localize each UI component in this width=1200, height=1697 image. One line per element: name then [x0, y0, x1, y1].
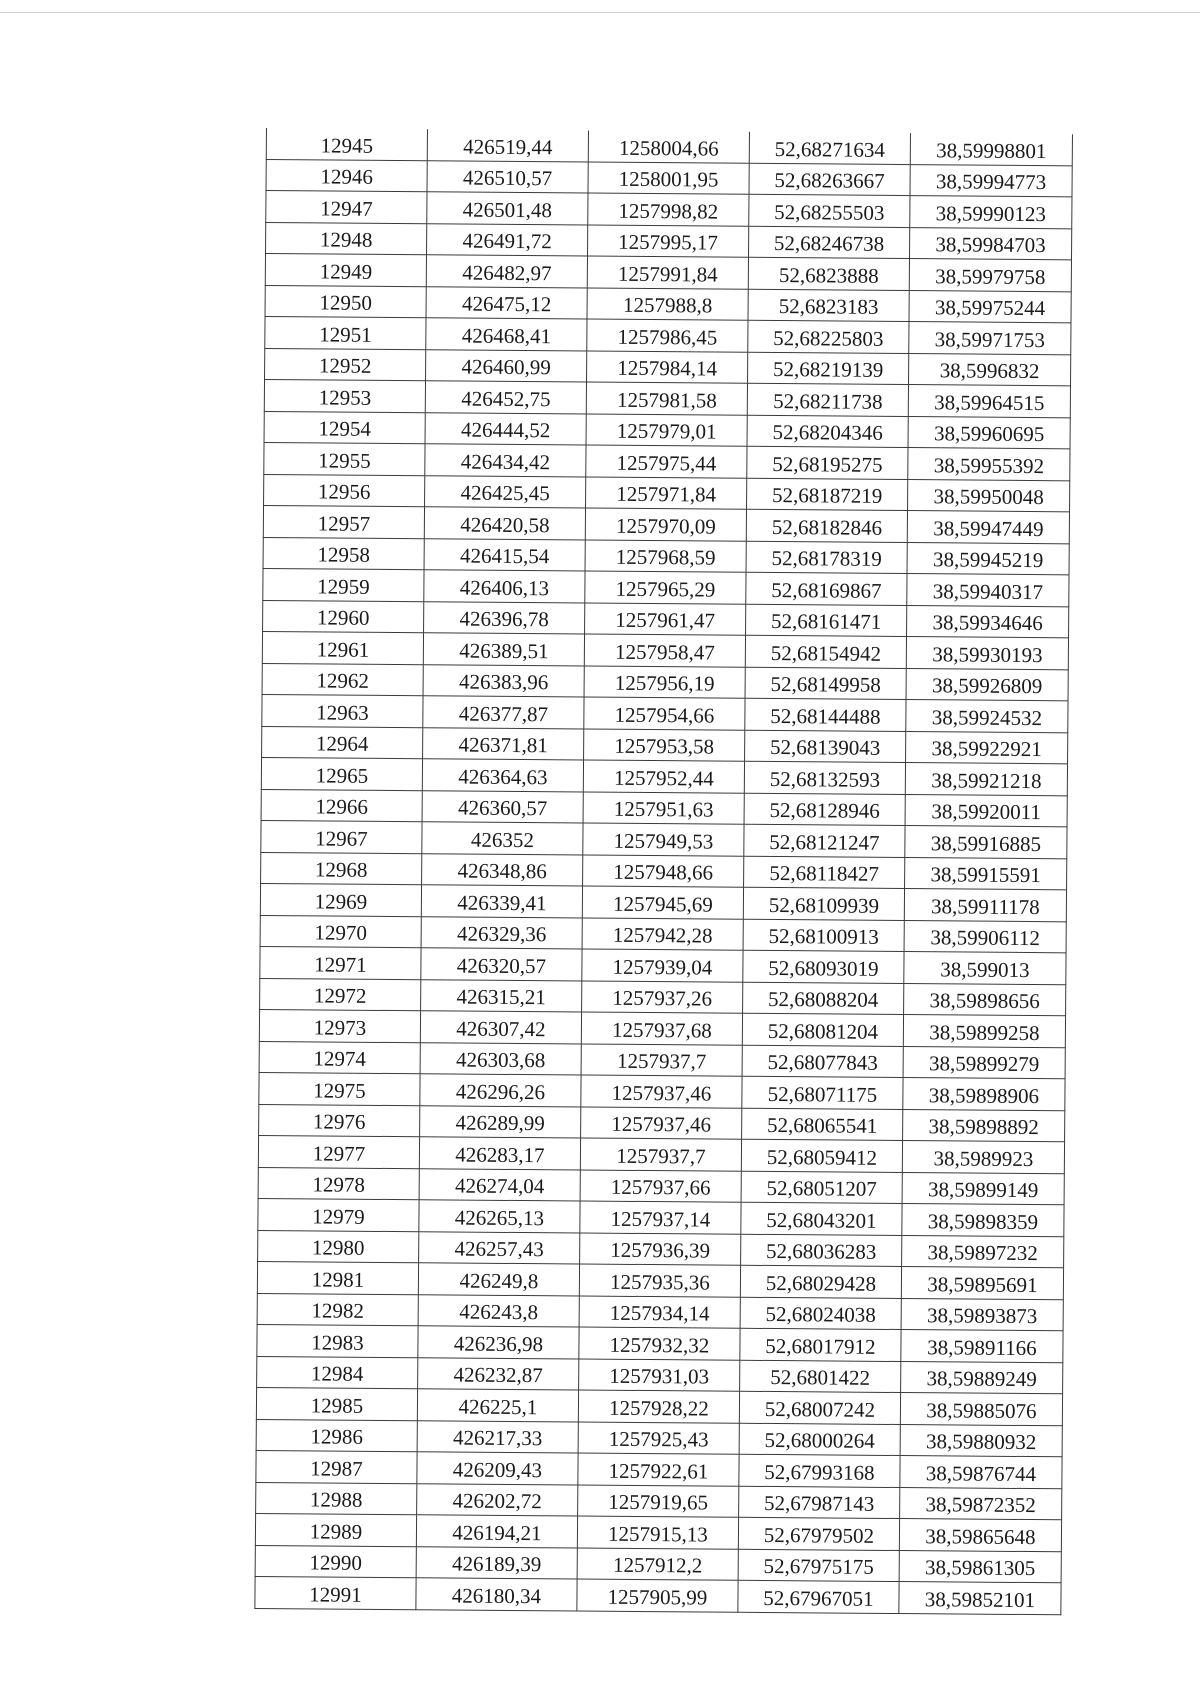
point-number-cell: 12969: [260, 883, 421, 916]
y-coordinate-cell: 1257937,66: [580, 1170, 741, 1203]
x-coordinate-cell: 426389,51: [423, 633, 584, 666]
point-number-cell: 12948: [266, 222, 427, 255]
y-coordinate-cell: 1257937,7: [580, 1138, 741, 1171]
latitude-cell: 52,6823888: [748, 257, 909, 290]
x-coordinate-cell: 426180,34: [416, 1578, 577, 1611]
y-coordinate-cell: 1257971,84: [586, 477, 747, 510]
longitude-cell: 38,59960695: [908, 416, 1070, 449]
point-number-cell: 12950: [265, 285, 426, 318]
x-coordinate-cell: 426202,72: [417, 1483, 578, 1516]
longitude-cell: 38,59898359: [902, 1204, 1064, 1237]
point-number-cell: 12970: [260, 915, 421, 948]
longitude-cell: 38,59998801: [910, 133, 1072, 165]
longitude-cell: 38,59898892: [903, 1109, 1065, 1142]
latitude-cell: 52,68118427: [744, 856, 905, 889]
longitude-cell: 38,59940317: [907, 574, 1069, 607]
longitude-cell: 38,59911178: [904, 889, 1066, 922]
point-number-cell: 12986: [256, 1419, 417, 1452]
x-coordinate-cell: 426460,99: [426, 349, 587, 382]
point-number-cell: 12978: [258, 1167, 419, 1200]
x-coordinate-cell: 426406,13: [424, 570, 585, 603]
longitude-cell: 38,59891166: [901, 1330, 1063, 1363]
latitude-cell: 52,68017912: [740, 1328, 901, 1361]
scan-top-edge: [0, 12, 1200, 13]
longitude-cell: 38,5989923: [902, 1141, 1064, 1174]
point-number-cell: 12968: [261, 852, 422, 885]
latitude-cell: 52,68100913: [743, 919, 904, 952]
x-coordinate-cell: 426217,33: [417, 1420, 578, 1453]
y-coordinate-cell: 1257986,45: [587, 319, 748, 352]
point-number-cell: 12988: [256, 1482, 417, 1515]
point-number-cell: 12991: [255, 1576, 416, 1609]
latitude-cell: 52,6823183: [748, 289, 909, 322]
point-number-cell: 12973: [259, 1009, 420, 1042]
latitude-cell: 52,68121247: [744, 824, 905, 857]
longitude-cell: 38,59895691: [901, 1267, 1063, 1300]
x-coordinate-cell: 426501,48: [427, 192, 588, 225]
latitude-cell: 52,68029428: [740, 1265, 901, 1298]
longitude-cell: 38,5996832: [909, 353, 1071, 386]
y-coordinate-cell: 1257942,28: [582, 918, 743, 951]
x-coordinate-cell: 426352: [422, 822, 583, 855]
latitude-cell: 52,67975175: [738, 1549, 899, 1582]
point-number-cell: 12985: [256, 1387, 417, 1420]
point-number-cell: 12983: [257, 1324, 418, 1357]
latitude-cell: 52,68182846: [746, 509, 907, 542]
latitude-cell: 52,68161471: [746, 604, 907, 637]
x-coordinate-cell: 426434,42: [425, 444, 586, 477]
x-coordinate-cell: 426274,04: [419, 1168, 580, 1201]
x-coordinate-cell: 426425,45: [425, 475, 586, 508]
y-coordinate-cell: 1257995,17: [588, 225, 749, 258]
latitude-cell: 52,68255503: [749, 194, 910, 227]
point-number-cell: 12972: [260, 978, 421, 1011]
y-coordinate-cell: 1257956,19: [584, 666, 745, 699]
point-number-cell: 12956: [264, 474, 425, 507]
x-coordinate-cell: 426415,54: [424, 538, 585, 571]
coordinates-table-body: [255, 128, 1073, 1614]
longitude-cell: 38,59994773: [910, 164, 1072, 197]
point-number-cell: 12960: [263, 600, 424, 633]
longitude-cell: 38,59926809: [906, 668, 1068, 701]
latitude-cell: 52,68051207: [741, 1171, 902, 1204]
point-number-cell: 12964: [262, 726, 423, 759]
coordinates-table: [254, 128, 1073, 1615]
y-coordinate-cell: 1257968,59: [585, 540, 746, 573]
latitude-cell: 52,68043201: [741, 1202, 902, 1235]
y-coordinate-cell: 1257915,13: [577, 1516, 738, 1549]
y-coordinate-cell: 1257951,63: [583, 792, 744, 825]
point-number-cell: 12947: [266, 191, 427, 224]
longitude-cell: 38,59861305: [899, 1550, 1061, 1583]
latitude-cell: 52,68024038: [740, 1297, 901, 1330]
y-coordinate-cell: 1257931,03: [579, 1358, 740, 1391]
latitude-cell: 52,67993168: [739, 1454, 900, 1487]
longitude-cell: 38,59955392: [908, 448, 1070, 481]
longitude-cell: 38,59964515: [908, 385, 1070, 418]
x-coordinate-cell: 426444,52: [425, 412, 586, 445]
latitude-cell: 52,68139043: [745, 730, 906, 763]
longitude-cell: 38,59950048: [908, 479, 1070, 512]
x-coordinate-cell: 426243,8: [418, 1294, 579, 1327]
y-coordinate-cell: 1257961,47: [585, 603, 746, 636]
longitude-cell: 38,59906112: [904, 920, 1066, 953]
y-coordinate-cell: 1257948,66: [583, 855, 744, 888]
y-coordinate-cell: 1257984,14: [587, 351, 748, 384]
y-coordinate-cell: 1257953,58: [584, 729, 745, 762]
point-number-cell: 12987: [256, 1450, 417, 1483]
y-coordinate-cell: 1257952,44: [583, 760, 744, 793]
longitude-cell: 38,59897232: [902, 1235, 1064, 1268]
y-coordinate-cell: 1257958,47: [584, 634, 745, 667]
latitude-cell: 52,68169867: [746, 572, 907, 605]
y-coordinate-cell: 1257939,04: [582, 949, 743, 982]
point-number-cell: 12984: [257, 1356, 418, 1389]
x-coordinate-cell: 426510,57: [427, 160, 588, 193]
point-number-cell: 12961: [262, 631, 423, 664]
latitude-cell: 52,68219139: [748, 352, 909, 385]
longitude-cell: 38,59880932: [900, 1424, 1062, 1457]
x-coordinate-cell: 426468,41: [426, 318, 587, 351]
latitude-cell: 52,68149958: [745, 667, 906, 700]
longitude-cell: 38,59898906: [903, 1078, 1065, 1111]
point-number-cell: 12952: [265, 348, 426, 381]
y-coordinate-cell: 1257954,66: [584, 697, 745, 730]
y-coordinate-cell: 1257937,26: [582, 981, 743, 1014]
longitude-cell: 38,59924532: [906, 700, 1068, 733]
point-number-cell: 12975: [259, 1072, 420, 1105]
y-coordinate-cell: 1257922,61: [578, 1453, 739, 1486]
point-number-cell: 12953: [264, 379, 425, 412]
x-coordinate-cell: 426491,72: [427, 223, 588, 256]
y-coordinate-cell: 1257919,65: [578, 1484, 739, 1517]
latitude-cell: 52,68000264: [739, 1423, 900, 1456]
longitude-cell: 38,59920011: [905, 794, 1067, 827]
x-coordinate-cell: 426303,68: [420, 1042, 581, 1075]
point-number-cell: 12957: [263, 505, 424, 538]
latitude-cell: 52,68225803: [748, 320, 909, 353]
y-coordinate-cell: 1258004,66: [588, 131, 749, 163]
y-coordinate-cell: 1257912,2: [577, 1547, 738, 1580]
x-coordinate-cell: 426225,1: [417, 1389, 578, 1422]
longitude-cell: 38,59899279: [903, 1046, 1065, 1079]
longitude-cell: 38,59885076: [900, 1393, 1062, 1426]
point-number-cell: 12966: [261, 789, 422, 822]
latitude-cell: 52,68065541: [742, 1108, 903, 1141]
latitude-cell: 52,68081204: [742, 1013, 903, 1046]
point-number-cell: 12954: [264, 411, 425, 444]
latitude-cell: 52,68204346: [747, 415, 908, 448]
longitude-cell: 38,59934646: [907, 605, 1069, 638]
longitude-cell: 38,59990123: [910, 196, 1072, 229]
x-coordinate-cell: 426329,36: [421, 916, 582, 949]
point-number-cell: 12965: [261, 757, 422, 790]
y-coordinate-cell: 1257937,14: [580, 1201, 741, 1234]
latitude-cell: 52,68128946: [744, 793, 905, 826]
x-coordinate-cell: 426232,87: [418, 1357, 579, 1390]
point-number-cell: 12967: [261, 820, 422, 853]
latitude-cell: 52,68187219: [747, 478, 908, 511]
x-coordinate-cell: 426249,8: [418, 1263, 579, 1296]
x-coordinate-cell: 426475,12: [426, 286, 587, 319]
x-coordinate-cell: 426320,57: [421, 948, 582, 981]
latitude-cell: 52,68271634: [749, 132, 910, 164]
longitude-cell: 38,599013: [904, 952, 1066, 985]
point-number-cell: 12946: [266, 159, 427, 192]
y-coordinate-cell: 1257981,58: [586, 382, 747, 415]
latitude-cell: 52,68109939: [743, 887, 904, 920]
longitude-cell: 38,59930193: [906, 637, 1068, 670]
point-number-cell: 12974: [259, 1041, 420, 1074]
document-page: [266, 128, 1073, 1612]
latitude-cell: 52,6801422: [740, 1360, 901, 1393]
longitude-cell: 38,59852101: [899, 1582, 1061, 1615]
x-coordinate-cell: 426257,43: [419, 1231, 580, 1264]
x-coordinate-cell: 426296,26: [420, 1074, 581, 1107]
y-coordinate-cell: 1257965,29: [585, 571, 746, 604]
point-number-cell: 12980: [258, 1230, 419, 1263]
point-number-cell: 12951: [265, 316, 426, 349]
longitude-cell: 38,59945219: [907, 542, 1069, 575]
x-coordinate-cell: 426189,39: [416, 1546, 577, 1579]
x-coordinate-cell: 426348,86: [422, 853, 583, 886]
point-number-cell: 12963: [262, 694, 423, 727]
table-row: [255, 1576, 1061, 1614]
point-number-cell: 12962: [262, 663, 423, 696]
latitude-cell: 52,68263667: [749, 163, 910, 196]
x-coordinate-cell: 426289,99: [420, 1105, 581, 1138]
x-coordinate-cell: 426452,75: [425, 381, 586, 414]
y-coordinate-cell: 1257935,36: [579, 1264, 740, 1297]
latitude-cell: 52,68077843: [742, 1045, 903, 1078]
x-coordinate-cell: 426364,63: [422, 759, 583, 792]
x-coordinate-cell: 426209,43: [417, 1452, 578, 1485]
longitude-cell: 38,59865648: [899, 1519, 1061, 1552]
longitude-cell: 38,59971753: [909, 322, 1071, 355]
x-coordinate-cell: 426315,21: [421, 979, 582, 1012]
x-coordinate-cell: 426482,97: [426, 255, 587, 288]
latitude-cell: 52,68195275: [747, 446, 908, 479]
point-number-cell: 12949: [265, 254, 426, 287]
longitude-cell: 38,59922921: [906, 731, 1068, 764]
latitude-cell: 52,68132593: [744, 761, 905, 794]
longitude-cell: 38,59876744: [900, 1456, 1062, 1489]
y-coordinate-cell: 1257925,43: [578, 1421, 739, 1454]
y-coordinate-cell: 1257932,32: [579, 1327, 740, 1360]
latitude-cell: 52,68059412: [741, 1139, 902, 1172]
point-number-cell: 12981: [257, 1261, 418, 1294]
point-number-cell: 12945: [266, 128, 427, 160]
x-coordinate-cell: 426307,42: [420, 1011, 581, 1044]
point-number-cell: 12989: [255, 1513, 416, 1546]
x-coordinate-cell: 426396,78: [424, 601, 585, 634]
y-coordinate-cell: 1257936,39: [580, 1232, 741, 1265]
point-number-cell: 12979: [258, 1198, 419, 1231]
longitude-cell: 38,59893873: [901, 1298, 1063, 1331]
latitude-cell: 52,68088204: [743, 982, 904, 1015]
y-coordinate-cell: 1257928,22: [578, 1390, 739, 1423]
y-coordinate-cell: 1257937,46: [581, 1075, 742, 1108]
point-number-cell: 12959: [263, 568, 424, 601]
longitude-cell: 38,59916885: [905, 826, 1067, 859]
y-coordinate-cell: 1257988,8: [587, 288, 748, 321]
point-number-cell: 12971: [260, 946, 421, 979]
longitude-cell: 38,59872352: [900, 1487, 1062, 1520]
y-coordinate-cell: 1257949,53: [583, 823, 744, 856]
x-coordinate-cell: 426265,13: [419, 1200, 580, 1233]
point-number-cell: 12990: [255, 1545, 416, 1578]
y-coordinate-cell: 1257945,69: [582, 886, 743, 919]
latitude-cell: 52,67979502: [738, 1517, 899, 1550]
x-coordinate-cell: 426194,21: [416, 1515, 577, 1548]
x-coordinate-cell: 426283,17: [419, 1137, 580, 1170]
y-coordinate-cell: 1257937,68: [581, 1012, 742, 1045]
x-coordinate-cell: 426519,44: [427, 129, 588, 161]
latitude-cell: 52,68246738: [748, 226, 909, 259]
x-coordinate-cell: 426236,98: [418, 1326, 579, 1359]
point-number-cell: 12958: [263, 537, 424, 570]
longitude-cell: 38,59899149: [902, 1172, 1064, 1205]
x-coordinate-cell: 426371,81: [423, 727, 584, 760]
longitude-cell: 38,59984703: [909, 227, 1071, 260]
longitude-cell: 38,59898656: [904, 983, 1066, 1016]
latitude-cell: 52,68093019: [743, 950, 904, 983]
y-coordinate-cell: 1257979,01: [586, 414, 747, 447]
y-coordinate-cell: 1257937,7: [581, 1044, 742, 1077]
y-coordinate-cell: 1257970,09: [585, 508, 746, 541]
longitude-cell: 38,59899258: [903, 1015, 1065, 1048]
y-coordinate-cell: 1257937,46: [581, 1107, 742, 1140]
latitude-cell: 52,68036283: [741, 1234, 902, 1267]
y-coordinate-cell: 1257975,44: [586, 445, 747, 478]
longitude-cell: 38,59915591: [905, 857, 1067, 890]
latitude-cell: 52,68071175: [742, 1076, 903, 1109]
point-number-cell: 12977: [258, 1135, 419, 1168]
point-number-cell: 12976: [259, 1104, 420, 1137]
point-number-cell: 12982: [257, 1293, 418, 1326]
latitude-cell: 52,68154942: [745, 635, 906, 668]
latitude-cell: 52,67967051: [738, 1580, 899, 1613]
y-coordinate-cell: 1257934,14: [579, 1295, 740, 1328]
x-coordinate-cell: 426383,96: [423, 664, 584, 697]
longitude-cell: 38,59979758: [909, 259, 1071, 292]
y-coordinate-cell: 1257905,99: [577, 1579, 738, 1612]
x-coordinate-cell: 426360,57: [422, 790, 583, 823]
y-coordinate-cell: 1258001,95: [588, 162, 749, 195]
x-coordinate-cell: 426339,41: [421, 885, 582, 918]
x-coordinate-cell: 426377,87: [423, 696, 584, 729]
longitude-cell: 38,59947449: [907, 511, 1069, 544]
x-coordinate-cell: 426420,58: [424, 507, 585, 540]
latitude-cell: 52,68211738: [747, 383, 908, 416]
longitude-cell: 38,59889249: [901, 1361, 1063, 1394]
y-coordinate-cell: 1257998,82: [588, 193, 749, 226]
latitude-cell: 52,68178319: [746, 541, 907, 574]
point-number-cell: 12955: [264, 442, 425, 475]
latitude-cell: 52,68007242: [739, 1391, 900, 1424]
y-coordinate-cell: 1257991,84: [587, 256, 748, 289]
longitude-cell: 38,59921218: [905, 763, 1067, 796]
latitude-cell: 52,68144488: [745, 698, 906, 731]
latitude-cell: 52,67987143: [739, 1486, 900, 1519]
longitude-cell: 38,59975244: [909, 290, 1071, 323]
